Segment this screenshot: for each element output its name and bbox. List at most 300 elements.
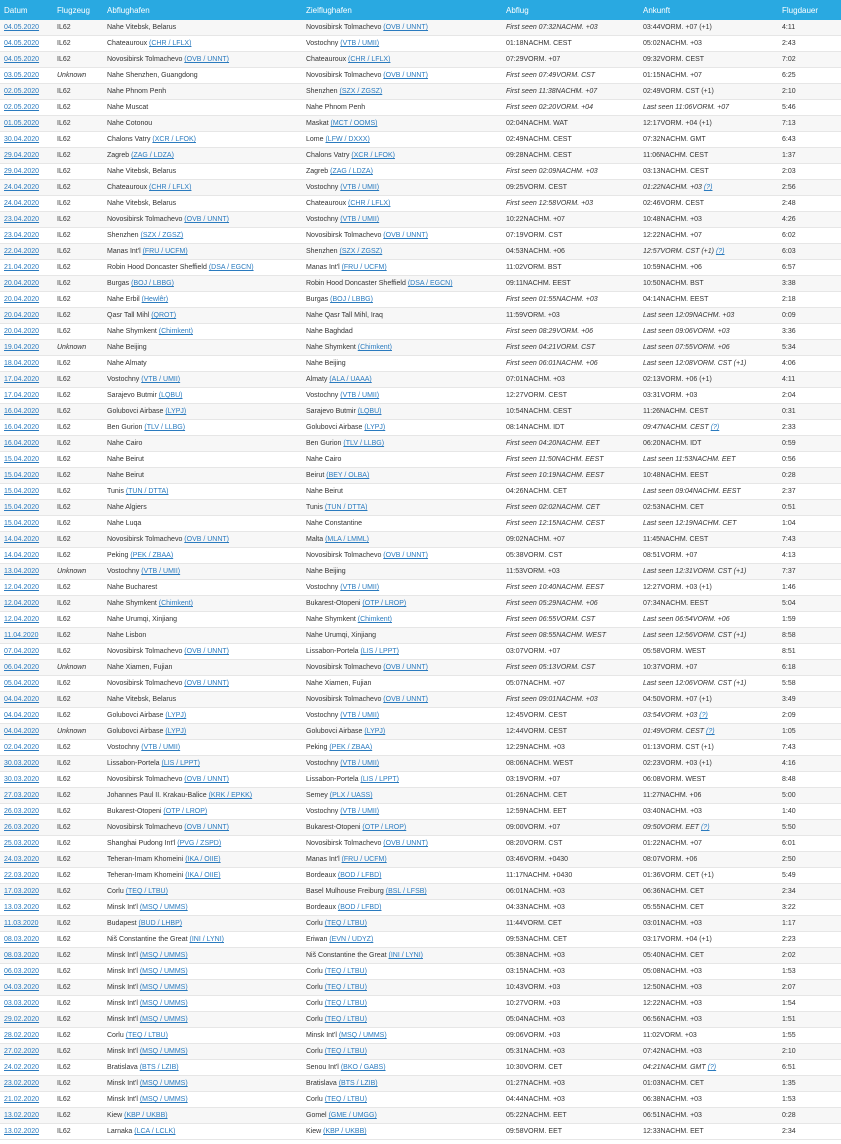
cell-date[interactable] bbox=[0, 20, 53, 36]
airport-code-link[interactable]: (PEK / ZBAA) bbox=[329, 744, 373, 751]
cell-departure: 05:31NACHM. +03 bbox=[502, 1044, 639, 1060]
date-link[interactable]: 24.04.2020 bbox=[4, 200, 40, 207]
uncertain-time-link[interactable]: (?) bbox=[703, 184, 713, 191]
cell-date[interactable] bbox=[0, 308, 53, 324]
airport-code-link[interactable]: (LQBU) bbox=[357, 408, 382, 415]
airport-code-link[interactable]: (LYPJ) bbox=[165, 728, 187, 735]
airport-code-link[interactable]: (KRK / EPKK) bbox=[208, 792, 253, 799]
airport-code-link[interactable]: (KBP / UKBB) bbox=[323, 1128, 367, 1135]
date-link[interactable]: 14.04.2020 bbox=[4, 552, 40, 559]
cell-date[interactable] bbox=[0, 692, 53, 708]
airport-code-link[interactable]: (MSQ / UMMS) bbox=[338, 1032, 387, 1039]
airport-code-link[interactable]: (MSQ / UMMS) bbox=[139, 968, 188, 975]
table-row bbox=[0, 596, 841, 612]
date-link[interactable]: 03.05.2020 bbox=[4, 72, 40, 79]
airport-code-link[interactable]: (LYPJ) bbox=[364, 728, 386, 735]
cell-date[interactable] bbox=[0, 516, 53, 532]
airport-code-link[interactable]: (PLX / UASS) bbox=[329, 792, 373, 799]
airport-name: Novosibirsk Tolmachevo bbox=[107, 56, 185, 63]
cell-date[interactable] bbox=[0, 1044, 53, 1060]
cell-date[interactable] bbox=[0, 596, 53, 612]
airport-code-link[interactable]: (OVB / UNNT) bbox=[184, 536, 230, 543]
cell-date[interactable] bbox=[0, 420, 53, 436]
uncertain-time-link[interactable]: (?) bbox=[707, 1064, 717, 1071]
date-link[interactable]: 07.04.2020 bbox=[4, 648, 40, 655]
airport-code-link[interactable]: (GME / UMGG) bbox=[328, 1112, 377, 1119]
airport-code-link[interactable]: (CHR / LFLX) bbox=[348, 56, 391, 63]
cell-date[interactable] bbox=[0, 900, 53, 916]
cell-date[interactable] bbox=[0, 564, 53, 580]
date-link[interactable]: 11.03.2020 bbox=[4, 920, 39, 927]
airport-code-link[interactable]: (VTB / UMII) bbox=[340, 808, 380, 815]
header-flugdauer[interactable]: Flugdauer bbox=[778, 0, 841, 20]
date-link[interactable]: 16.04.2020 bbox=[4, 440, 40, 447]
date-link[interactable]: 20.04.2020 bbox=[4, 312, 40, 319]
airport-code-link[interactable]: (OVB / UNNT) bbox=[184, 824, 230, 831]
cell-date[interactable] bbox=[0, 996, 53, 1012]
date-link[interactable]: 29.04.2020 bbox=[4, 168, 40, 175]
cell-date[interactable] bbox=[0, 676, 53, 692]
airport-code-link[interactable]: (BOD / LFBD) bbox=[337, 872, 382, 879]
header-ankunft[interactable]: Ankunft bbox=[639, 0, 778, 20]
airport-code-link[interactable]: (OVB / UNNT) bbox=[383, 696, 429, 703]
cell-date[interactable] bbox=[0, 148, 53, 164]
cell-date[interactable] bbox=[0, 788, 53, 804]
date-link[interactable]: 17.04.2020 bbox=[4, 392, 40, 399]
cell-date[interactable] bbox=[0, 196, 53, 212]
airport-code-link[interactable]: (TEQ / LTBU) bbox=[125, 1032, 168, 1039]
airport-code-link[interactable]: (IKA / OIIE) bbox=[185, 856, 221, 863]
date-link[interactable]: 16.04.2020 bbox=[4, 408, 40, 415]
date-link[interactable]: 15.04.2020 bbox=[4, 488, 40, 495]
cell-departure: 01:26NACHM. CET bbox=[502, 788, 639, 804]
airport-code-link[interactable]: (TUN / DTTA) bbox=[324, 504, 368, 511]
airport-code-link[interactable]: (SZX / ZGSZ) bbox=[140, 232, 184, 239]
date-link[interactable]: 19.04.2020 bbox=[4, 344, 40, 351]
cell-date[interactable] bbox=[0, 1076, 53, 1092]
airport-code-link[interactable]: (OVB / UNNT) bbox=[184, 56, 230, 63]
cell-date[interactable] bbox=[0, 116, 53, 132]
uncertain-time-link[interactable]: (?) bbox=[706, 728, 715, 735]
date-link[interactable]: 30.03.2020 bbox=[4, 760, 40, 767]
cell-arrival: 03:13NACHM. CEST bbox=[639, 164, 778, 180]
table-row bbox=[0, 916, 841, 932]
airport-name: Bratislava bbox=[306, 1080, 339, 1087]
header-flugzeug[interactable]: Flugzeug bbox=[53, 0, 103, 20]
airport-code-link[interactable]: (OVB / UNNT) bbox=[184, 648, 230, 655]
airport-code-link[interactable]: (INI / LYNI) bbox=[189, 936, 224, 943]
cell-date[interactable] bbox=[0, 884, 53, 900]
date-link[interactable]: 25.03.2020 bbox=[4, 840, 40, 847]
table-row bbox=[0, 884, 841, 900]
airport-code-link[interactable]: (MSQ / UMMS) bbox=[139, 952, 188, 959]
cell-date[interactable] bbox=[0, 916, 53, 932]
cell-date[interactable] bbox=[0, 356, 53, 372]
cell-origin: Nahe Vitebsk, Belarus bbox=[103, 164, 302, 180]
date-link[interactable]: 24.03.2020 bbox=[4, 856, 40, 863]
airport-name: Minsk Int'l bbox=[107, 1080, 140, 1087]
date-link[interactable]: 28.02.2020 bbox=[4, 1032, 40, 1039]
airport-name: Bukarest-Otopeni bbox=[306, 600, 363, 607]
airport-code-link[interactable]: (SZX / ZGSZ) bbox=[339, 88, 383, 95]
airport-code-link[interactable]: (MSQ / UMMS) bbox=[139, 1016, 188, 1023]
cell-date[interactable] bbox=[0, 1108, 53, 1124]
cell-arrival: 10:48NACHM. +03 bbox=[639, 212, 778, 228]
date-link[interactable]: 02.04.2020 bbox=[4, 744, 40, 751]
date-link[interactable]: 26.03.2020 bbox=[4, 808, 40, 815]
airport-code-link[interactable]: (CHR / LFLX) bbox=[348, 200, 391, 207]
airport-code-link[interactable]: (KBP / UKBB) bbox=[124, 1112, 168, 1119]
airport-code-link[interactable]: (MSQ / UMMS) bbox=[139, 904, 188, 911]
cell-date[interactable] bbox=[0, 324, 53, 340]
airport-code-link[interactable]: (MCT / OOMS) bbox=[330, 120, 378, 127]
date-link[interactable]: 15.04.2020 bbox=[4, 456, 40, 463]
airport-code-link[interactable]: (MSQ / UMMS) bbox=[139, 1096, 188, 1103]
airport-code-link[interactable]: (TUN / DTTA) bbox=[125, 488, 169, 495]
cell-date[interactable] bbox=[0, 1060, 53, 1076]
airport-code-link[interactable]: (BTS / LZIB) bbox=[139, 1064, 179, 1071]
cell-date[interactable] bbox=[0, 244, 53, 260]
date-link[interactable]: 15.04.2020 bbox=[4, 472, 40, 479]
date-link[interactable]: 12.04.2020 bbox=[4, 600, 40, 607]
airport-code-link[interactable]: (PEK / ZBAA) bbox=[130, 552, 174, 559]
airport-code-link[interactable]: (CHR / LFLX) bbox=[149, 40, 192, 47]
date-link[interactable]: 21.04.2020 bbox=[4, 264, 40, 271]
airport-code-link[interactable]: (MSQ / UMMS) bbox=[139, 984, 188, 991]
date-link[interactable]: 03.03.2020 bbox=[4, 1000, 40, 1007]
date-link[interactable]: 29.02.2020 bbox=[4, 1016, 40, 1023]
airport-code-link[interactable]: (MSQ / UMMS) bbox=[139, 1000, 188, 1007]
cell-date[interactable] bbox=[0, 388, 53, 404]
cell-date[interactable] bbox=[0, 740, 53, 756]
airport-code-link[interactable]: (LCA / LCLK) bbox=[134, 1128, 176, 1135]
airport-code-link[interactable]: (OVB / UNNT) bbox=[184, 776, 230, 783]
cell-date[interactable] bbox=[0, 500, 53, 516]
airport-code-link[interactable]: (TEQ / LTBU) bbox=[125, 888, 168, 895]
cell-duration: 8:58 bbox=[778, 628, 841, 644]
uncertain-time-link[interactable]: (?) bbox=[710, 424, 720, 431]
airport-code-link[interactable]: (BOJ / LBBG) bbox=[330, 296, 373, 303]
airport-code-link[interactable]: (OVB / UNNT) bbox=[383, 552, 429, 559]
airport-code-link[interactable]: (EVN / UDYZ) bbox=[329, 936, 374, 943]
airport-code-link[interactable]: (ZAG / LDZA) bbox=[330, 168, 373, 175]
airport-code-link[interactable]: (DSA / EGCN) bbox=[407, 280, 453, 287]
airport-code-link[interactable]: (VTB / UMII) bbox=[340, 712, 380, 719]
date-link[interactable]: 12.04.2020 bbox=[4, 616, 40, 623]
cell-date[interactable] bbox=[0, 1124, 53, 1140]
cell-date[interactable] bbox=[0, 532, 53, 548]
date-link[interactable]: 22.03.2020 bbox=[4, 872, 40, 879]
date-link[interactable]: 06.04.2020 bbox=[4, 664, 40, 671]
cell-date[interactable] bbox=[0, 484, 53, 500]
cell-date[interactable] bbox=[0, 276, 53, 292]
airport-code-link[interactable]: (TLV / LLBG) bbox=[144, 424, 186, 431]
header-abflug[interactable]: Abflug bbox=[502, 0, 639, 20]
cell-date[interactable] bbox=[0, 228, 53, 244]
cell-duration: 6:18 bbox=[778, 660, 841, 676]
cell-date[interactable] bbox=[0, 260, 53, 276]
airport-code-link[interactable]: (OTP / LROP) bbox=[362, 824, 407, 831]
date-link[interactable]: 17.03.2020 bbox=[4, 888, 40, 895]
cell-date[interactable] bbox=[0, 52, 53, 68]
airport-code-link[interactable]: (BSL / LFSB) bbox=[385, 888, 427, 895]
airport-code-link[interactable]: (ZAG / LDZA) bbox=[131, 152, 174, 159]
date-link[interactable]: 30.03.2020 bbox=[4, 776, 40, 783]
airport-code-link[interactable]: (Chimkent) bbox=[357, 616, 392, 623]
airport-code-link[interactable]: (TEQ / LTBU) bbox=[324, 1000, 367, 1007]
airport-code-link[interactable]: (TEQ / LTBU) bbox=[324, 920, 367, 927]
cell-date[interactable] bbox=[0, 804, 53, 820]
airport-code-link[interactable]: (OVB / UNNT) bbox=[184, 216, 230, 223]
date-link[interactable]: 13.03.2020 bbox=[4, 904, 40, 911]
airport-code-link[interactable]: (TEQ / LTBU) bbox=[324, 1016, 367, 1023]
cell-date[interactable] bbox=[0, 756, 53, 772]
cell-date[interactable] bbox=[0, 404, 53, 420]
date-link[interactable]: 06.03.2020 bbox=[4, 968, 40, 975]
date-link[interactable]: 27.03.2020 bbox=[4, 792, 40, 799]
airport-name: Corlu bbox=[306, 984, 325, 991]
cell-date[interactable] bbox=[0, 212, 53, 228]
airport-code-link[interactable]: (BEY / OLBA) bbox=[326, 472, 370, 479]
cell-date[interactable] bbox=[0, 836, 53, 852]
airport-code-link[interactable]: (FRU / UCFM) bbox=[341, 264, 387, 271]
cell-destination bbox=[302, 436, 502, 452]
date-link[interactable]: 20.04.2020 bbox=[4, 280, 40, 287]
uncertain-time-link[interactable]: (?) bbox=[700, 824, 710, 831]
cell-aircraft: IL62 bbox=[53, 500, 103, 516]
airport-code-link[interactable]: (XCR / LFOK) bbox=[152, 136, 196, 143]
date-link[interactable]: 01.05.2020 bbox=[4, 120, 40, 127]
airport-code-link[interactable]: (CHR / LFLX) bbox=[149, 184, 192, 191]
cell-date[interactable] bbox=[0, 548, 53, 564]
airport-code-link[interactable]: (BUD / LHBP) bbox=[138, 920, 183, 927]
date-link[interactable]: 13.02.2020 bbox=[4, 1112, 40, 1119]
cell-date[interactable] bbox=[0, 820, 53, 836]
airport-name: Zagreb bbox=[306, 168, 331, 175]
date-link[interactable]: 26.03.2020 bbox=[4, 824, 40, 831]
airport-code-link[interactable]: (Hewlêr) bbox=[141, 296, 169, 303]
uncertain-time-link[interactable]: (?) bbox=[699, 712, 708, 719]
cell-departure: First seen 08:55NACHM. WEST bbox=[502, 628, 639, 644]
date-link[interactable]: 05.04.2020 bbox=[4, 680, 40, 687]
cell-date[interactable] bbox=[0, 436, 53, 452]
header-abflughafen[interactable]: Abflughafen bbox=[103, 0, 302, 20]
airport-code-link[interactable]: (OVB / UNNT) bbox=[383, 232, 429, 239]
date-link[interactable]: 24.02.2020 bbox=[4, 1064, 40, 1071]
airport-code-link[interactable]: (VTB / UMII) bbox=[340, 40, 380, 47]
date-link[interactable]: 04.05.2020 bbox=[4, 56, 40, 63]
airport-code-link[interactable]: (BTS / LZIB) bbox=[338, 1080, 378, 1087]
date-link[interactable]: 21.02.2020 bbox=[4, 1096, 40, 1103]
airport-code-link[interactable]: (ALA / UAAA) bbox=[329, 376, 372, 383]
cell-date[interactable] bbox=[0, 932, 53, 948]
date-link[interactable]: 14.04.2020 bbox=[4, 536, 40, 543]
airport-code-link[interactable]: (VTB / UMII) bbox=[340, 216, 380, 223]
cell-aircraft: IL62 bbox=[53, 1012, 103, 1028]
cell-date[interactable] bbox=[0, 948, 53, 964]
cell-date[interactable] bbox=[0, 964, 53, 980]
date-link[interactable]: 30.04.2020 bbox=[4, 136, 40, 143]
cell-date[interactable] bbox=[0, 660, 53, 676]
airport-code-link[interactable]: (Chimkent) bbox=[357, 344, 392, 351]
date-link[interactable]: 23.04.2020 bbox=[4, 232, 40, 239]
airport-code-link[interactable]: (XCR / LFOK) bbox=[351, 152, 395, 159]
date-link[interactable]: 29.04.2020 bbox=[4, 152, 40, 159]
airport-code-link[interactable]: (TEQ / LTBU) bbox=[324, 1096, 367, 1103]
cell-date[interactable] bbox=[0, 468, 53, 484]
cell-date[interactable] bbox=[0, 68, 53, 84]
airport-code-link[interactable]: (Chimkent) bbox=[158, 328, 193, 335]
cell-date[interactable] bbox=[0, 708, 53, 724]
cell-date[interactable] bbox=[0, 628, 53, 644]
airport-code-link[interactable]: (TEQ / LTBU) bbox=[324, 984, 367, 991]
airport-name: Minsk Int'l bbox=[107, 968, 140, 975]
airport-code-link[interactable]: (MLA / LMML) bbox=[325, 536, 370, 543]
date-link[interactable]: 15.04.2020 bbox=[4, 504, 40, 511]
date-link[interactable]: 04.04.2020 bbox=[4, 712, 40, 719]
airport-code-link[interactable]: (BKO / GABS) bbox=[340, 1064, 386, 1071]
cell-date[interactable] bbox=[0, 1092, 53, 1108]
date-link[interactable]: 23.02.2020 bbox=[4, 1080, 40, 1087]
cell-arrival: 06:38NACHM. +03 bbox=[639, 1092, 778, 1108]
airport-code-link[interactable]: (LYPJ) bbox=[165, 712, 187, 719]
date-link[interactable]: 27.02.2020 bbox=[4, 1048, 40, 1055]
date-link[interactable]: 04.05.2020 bbox=[4, 40, 40, 47]
airport-code-link[interactable]: (TEQ / LTBU) bbox=[324, 1048, 367, 1055]
airport-code-link[interactable]: (TLV / LLBG) bbox=[343, 440, 385, 447]
cell-arrival: Last seen 11:53NACHM. EET bbox=[639, 452, 778, 468]
date-link[interactable]: 18.04.2020 bbox=[4, 360, 40, 367]
airport-code-link[interactable]: (VTB / UMII) bbox=[340, 584, 380, 591]
date-link[interactable]: 15.04.2020 bbox=[4, 520, 40, 527]
airport-code-link[interactable]: (OVB / UNNT) bbox=[383, 72, 429, 79]
date-link[interactable]: 11.04.2020 bbox=[4, 632, 39, 639]
airport-code-link[interactable]: (FRU / UCFM) bbox=[142, 248, 188, 255]
cell-aircraft: IL62 bbox=[53, 644, 103, 660]
date-link[interactable]: 20.04.2020 bbox=[4, 296, 40, 303]
cell-duration: 2:34 bbox=[778, 1124, 841, 1140]
cell-date[interactable] bbox=[0, 980, 53, 996]
date-link[interactable]: 04.05.2020 bbox=[4, 24, 40, 31]
cell-date[interactable] bbox=[0, 868, 53, 884]
date-link[interactable]: 13.04.2020 bbox=[4, 568, 40, 575]
airport-name: Ben Gurion bbox=[107, 424, 145, 431]
airport-code-link[interactable]: (FRU / UCFM) bbox=[341, 856, 387, 863]
cell-date[interactable] bbox=[0, 772, 53, 788]
table-row bbox=[0, 564, 841, 580]
cell-date[interactable] bbox=[0, 612, 53, 628]
date-link[interactable]: 04.03.2020 bbox=[4, 984, 40, 991]
airport-code-link[interactable]: (DSA / EGCN) bbox=[208, 264, 254, 271]
cell-date[interactable] bbox=[0, 852, 53, 868]
airport-code-link[interactable]: (VTB / UMII) bbox=[340, 184, 380, 191]
airport-code-link[interactable]: (MSQ / UMMS) bbox=[139, 1048, 188, 1055]
airport-code-link[interactable]: (OVB / UNNT) bbox=[383, 24, 429, 31]
airport-code-link[interactable]: (OVB / UNNT) bbox=[184, 680, 230, 687]
airport-code-link[interactable]: (LYPJ) bbox=[364, 424, 386, 431]
header-datum[interactable]: Datum bbox=[0, 0, 53, 20]
airport-code-link[interactable]: (TEQ / LTBU) bbox=[324, 968, 367, 975]
cell-date[interactable] bbox=[0, 292, 53, 308]
cell-arrival: 02:46VORM. CEST bbox=[639, 196, 778, 212]
airport-code-link[interactable]: (Chimkent) bbox=[158, 600, 193, 607]
cell-departure: 08:20VORM. CST bbox=[502, 836, 639, 852]
airport-code-link[interactable]: (OVB / UNNT) bbox=[383, 840, 429, 847]
date-link[interactable]: 02.05.2020 bbox=[4, 104, 40, 111]
airport-name: Novosibirsk Tolmachevo bbox=[306, 72, 384, 79]
airport-code-link[interactable]: (LQBU) bbox=[158, 392, 183, 399]
header-zielflughafen[interactable]: Zielflughafen bbox=[302, 0, 502, 20]
airport-code-link[interactable]: (LIS / LPPT) bbox=[161, 760, 200, 767]
cell-date[interactable] bbox=[0, 164, 53, 180]
cell-date[interactable] bbox=[0, 36, 53, 52]
date-link[interactable]: 08.03.2020 bbox=[4, 952, 40, 959]
airport-code-link[interactable]: (BOJ / LBBG) bbox=[131, 280, 174, 287]
airport-code-link[interactable]: (LFW / DXXX) bbox=[325, 136, 370, 143]
date-link[interactable]: 12.04.2020 bbox=[4, 584, 40, 591]
airport-code-link[interactable]: (LYPJ) bbox=[165, 408, 187, 415]
date-link[interactable]: 02.05.2020 bbox=[4, 88, 40, 95]
date-link[interactable]: 04.04.2020 bbox=[4, 728, 40, 735]
date-link[interactable]: 17.04.2020 bbox=[4, 376, 40, 383]
cell-date[interactable] bbox=[0, 100, 53, 116]
airport-code-link[interactable]: (OTP / LROP) bbox=[163, 808, 208, 815]
date-link[interactable]: 04.04.2020 bbox=[4, 696, 40, 703]
airport-code-link[interactable]: (VTB / UMII) bbox=[141, 568, 181, 575]
date-link[interactable]: 08.03.2020 bbox=[4, 936, 40, 943]
airport-name: Johannes Paul II. Krakau-Balice bbox=[107, 792, 209, 799]
airport-name: Nahe Shymkent bbox=[107, 600, 159, 607]
date-link[interactable]: 16.04.2020 bbox=[4, 424, 40, 431]
airport-code-link[interactable]: (INI / LYNI) bbox=[388, 952, 423, 959]
uncertain-time-link[interactable]: (?) bbox=[715, 248, 725, 255]
date-link[interactable]: 23.04.2020 bbox=[4, 216, 40, 223]
airport-code-link[interactable]: (VTB / UMII) bbox=[141, 376, 181, 383]
airport-code-link[interactable]: (BOD / LFBD) bbox=[337, 904, 382, 911]
cell-date[interactable] bbox=[0, 372, 53, 388]
cell-date[interactable] bbox=[0, 180, 53, 196]
airport-code-link[interactable]: (IKA / OIIE) bbox=[185, 872, 221, 879]
cell-destination bbox=[302, 52, 502, 68]
airport-code-link[interactable]: (LIS / LPPT) bbox=[360, 648, 399, 655]
cell-date[interactable] bbox=[0, 644, 53, 660]
date-link[interactable]: 13.02.2020 bbox=[4, 1128, 40, 1135]
airport-code-link[interactable]: (OTP / LROP) bbox=[362, 600, 407, 607]
cell-date[interactable] bbox=[0, 452, 53, 468]
date-link[interactable]: 20.04.2020 bbox=[4, 328, 40, 335]
cell-date[interactable] bbox=[0, 132, 53, 148]
cell-date[interactable] bbox=[0, 340, 53, 356]
airport-code-link[interactable]: (VTB / UMII) bbox=[340, 392, 380, 399]
airport-code-link[interactable]: (MSQ / UMMS) bbox=[139, 1080, 188, 1087]
cell-date[interactable] bbox=[0, 84, 53, 100]
airport-code-link[interactable]: (VTB / UMII) bbox=[340, 760, 380, 767]
airport-code-link[interactable]: (SZX / ZGSZ) bbox=[339, 248, 383, 255]
airport-code-link[interactable]: (VTB / UMII) bbox=[141, 744, 181, 751]
cell-date[interactable] bbox=[0, 1012, 53, 1028]
cell-date[interactable] bbox=[0, 1028, 53, 1044]
airport-code-link[interactable]: (PVG / ZSPD) bbox=[177, 840, 222, 847]
airport-name: Novosibirsk Tolmachevo bbox=[107, 776, 185, 783]
airport-code-link[interactable]: (OVB / UNNT) bbox=[383, 664, 429, 671]
cell-date[interactable] bbox=[0, 724, 53, 740]
date-link[interactable]: 22.04.2020 bbox=[4, 248, 40, 255]
airport-code-link[interactable]: (LIS / LPPT) bbox=[360, 776, 399, 783]
airport-code-link[interactable]: (QROT) bbox=[151, 312, 177, 319]
table-row bbox=[0, 388, 841, 404]
date-link[interactable]: 24.04.2020 bbox=[4, 184, 40, 191]
cell-date[interactable] bbox=[0, 580, 53, 596]
